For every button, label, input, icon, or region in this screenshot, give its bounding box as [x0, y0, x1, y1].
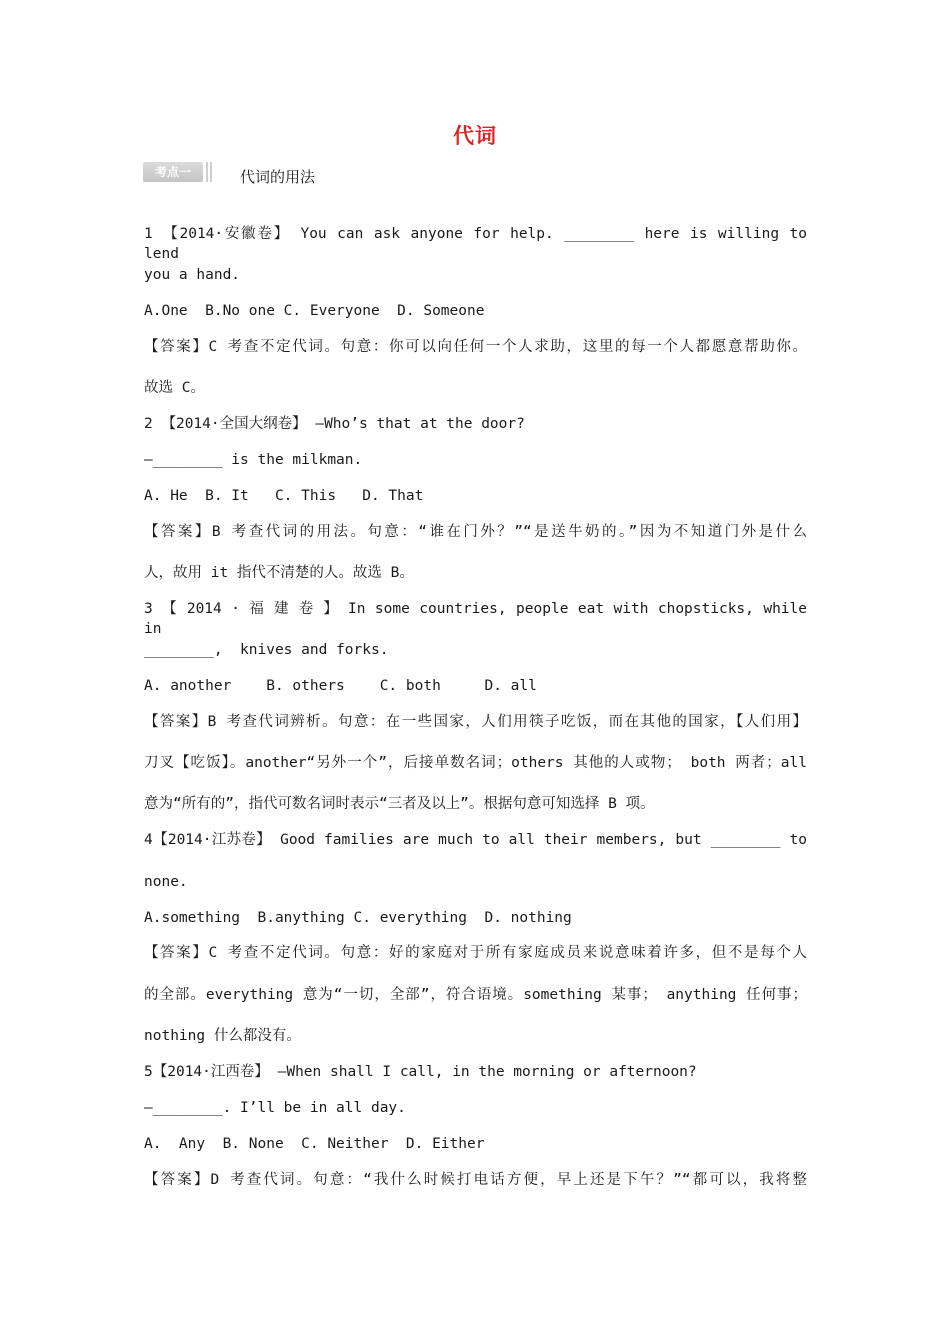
- text-line: A.something B.anything C. everything D. nothing: [144, 910, 572, 926]
- text-line: 【答案】D 考查代词。句意：“我什么时候打电话方便，早上还是下午？”“都可以，我将整: [144, 1172, 807, 1188]
- text-line: ________, knives and forks.: [144, 642, 389, 658]
- tag-stripe-decoration: [206, 162, 208, 182]
- text-line: A.One B.No one C. Everyone D. Someone: [144, 303, 485, 319]
- text-line: 【答案】C 考查不定代词。句意：好的家庭对于所有家庭成员来说意味着许多，但不是每个人: [144, 945, 807, 961]
- text-line: 【答案】C 考查不定代词。句意：你可以向任何一个人求助，这里的每一个人都愿意帮助你。: [144, 339, 807, 355]
- text-line: 2 【2014·全国大纲卷】 —Who’s that at the door?: [144, 416, 525, 432]
- text-line: A. He B. It C. This D. That: [144, 488, 424, 504]
- text-line: 意为“所有的”，指代可数名词时表示“三者及以上”。根据句意可知选择 B 项。: [144, 796, 655, 812]
- text-line: —________ is the milkman.: [144, 452, 363, 468]
- tag-stripe-decoration: [210, 162, 212, 182]
- text-line: 人，故用 it 指代不清楚的人。故选 B。: [144, 565, 414, 581]
- text-line: 1 【2014·安徽卷】 You can ask anyone for help. ________ here is willing to lend: [144, 226, 807, 262]
- section-tag: [143, 162, 213, 182]
- section-tag-label: 考点一: [154, 165, 191, 179]
- text-line: none.: [144, 874, 188, 890]
- page-title: 代词: [453, 124, 497, 148]
- text-line: 3 【 2014 · 福 建 卷 】 In some countries, people eat with chopsticks, while in: [144, 601, 807, 637]
- text-line: A. another B. others C. both D. all: [144, 678, 537, 694]
- text-line: —________. I’ll be in all day.: [144, 1100, 406, 1116]
- text-line: 刀叉【吃饭】。another“另外一个”，后接单数名词；others 其他的人或物； both 两者；all: [144, 755, 807, 771]
- text-line: you a hand.: [144, 267, 241, 283]
- text-line: 5【2014·江西卷】 —When shall I call, in the morning or afternoon?: [144, 1064, 697, 1080]
- text-line: 故选 C。: [144, 380, 205, 396]
- text-line: 的全部。everything 意为“一切，全部”，符合语境。something 某事； anything 任何事；: [144, 987, 807, 1003]
- text-line: A. Any B. None C. Neither D. Either: [144, 1136, 485, 1152]
- text-line: 【答案】B 考查代词的用法。句意：“谁在门外？”“是送牛奶的。”因为不知道门外是什么: [144, 524, 807, 540]
- section-title: 代词的用法: [240, 168, 316, 186]
- text-line: 4【2014·江苏卷】 Good families are much to all their members, but ________ to: [144, 832, 807, 848]
- text-line: nothing 什么都没有。: [144, 1028, 301, 1044]
- text-line: 【答案】B 考查代词辨析。句意：在一些国家，人们用筷子吃饭，而在其他的国家，【人们用】: [144, 714, 807, 730]
